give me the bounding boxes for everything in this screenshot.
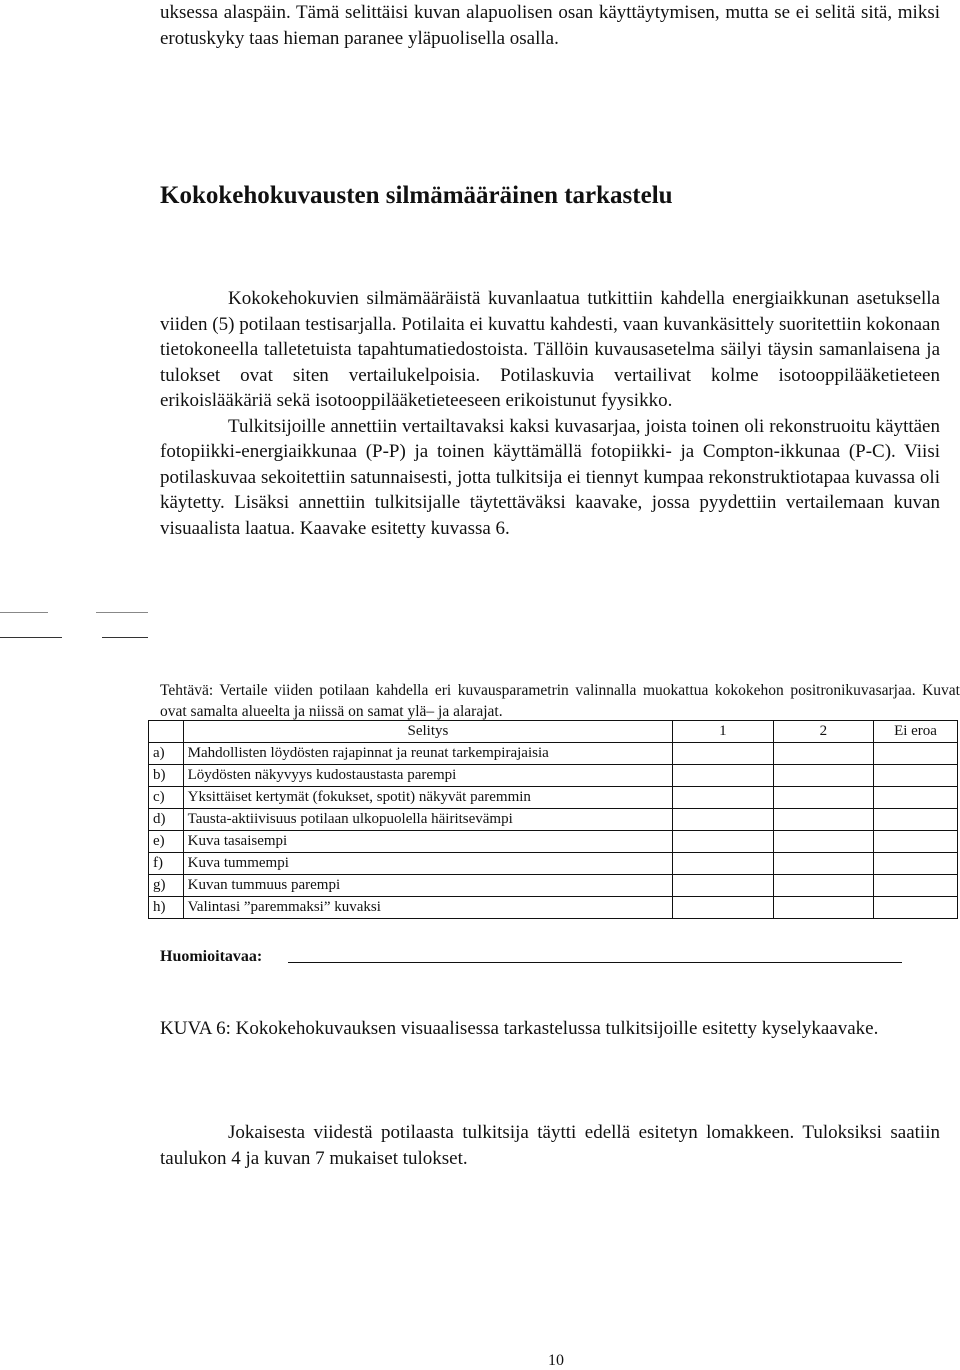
answer-cell-2[interactable] [773,743,873,765]
table-row [149,897,958,919]
intro-paragraph: uksessa alaspäin. Tämä selittäisi kuvan alapuolisen osan käyttäytymisen, mutta se ei selitä sitä, miksi erotuskyky taas hieman paranee yläpuolisella osalla. [160,2,940,49]
answer-cell-1[interactable] [673,809,773,831]
row-description: Kuvan tummuus parempi [183,875,673,897]
table-row [149,787,958,809]
answer-cell-2[interactable] [773,875,873,897]
page-number: 10 [548,1352,564,1369]
figure-caption: KUVA 6: Kokokehokuvauksen visuaalisessa tarkastelussa tulkitsijoille esitetty kyselykaavake. [160,1018,879,1039]
row-description: Löydösten näkyvyys kudostaustasta parempi [183,765,673,787]
answer-cell-no-difference[interactable] [874,787,958,809]
header-option-2: 2 [773,721,873,743]
answer-cell-2[interactable] [773,809,873,831]
answer-cell-1[interactable] [673,765,773,787]
table-row [149,743,958,765]
header-empty-cell [149,721,184,743]
answer-cell-no-difference[interactable] [874,765,958,787]
row-letter: c) [149,787,184,809]
answer-cell-no-difference[interactable] [874,853,958,875]
answer-cell-no-difference[interactable] [874,743,958,765]
table-row [149,831,958,853]
scan-mark [102,637,148,638]
answer-cell-1[interactable] [673,853,773,875]
row-description: Tausta-aktiivisuus potilaan ulkopuolella häiritsevämpi [183,809,673,831]
row-description: Mahdollisten löydösten rajapinnat ja reunat tarkempirajaisia [183,743,673,765]
section-heading: Kokokehokuvausten silmämääräinen tarkastelu [160,182,673,209]
answer-cell-1[interactable] [673,831,773,853]
row-letter: b) [149,765,184,787]
scan-mark [0,612,48,613]
row-description: Yksittäiset kertymät (fokukset, spotit) näkyvät paremmin [183,787,673,809]
survey-form-table [148,720,958,919]
table-row [149,765,958,787]
row-letter: d) [149,809,184,831]
scan-mark [96,612,148,613]
notes-label: Huomioitavaa: [160,948,263,965]
table-row [149,809,958,831]
results-paragraph: Jokaisesta viidestä potilaasta tulkitsija täytti edellä esitetyn lomakkeen. Tuloksiksi saatiin taulukon 4 ja kuvan 7 mukaiset tulokset. [160,1122,940,1169]
answer-cell-no-difference[interactable] [874,897,958,919]
form-task-text: Tehtävä: Vertaile viiden potilaan kahdella eri kuvausparametrin valinnalla muokattua kokokehon positronikuvasarjaa. Kuvat ovat samalta alueelta ja niissä on samat ylä– ja alarajat. [160,682,960,720]
row-letter: e) [149,831,184,853]
header-no-difference: Ei eroa [874,721,958,743]
body-paragraph-1: Kokokehokuvien silmämääräistä kuvanlaatua tutkittiin kahdella energiaikkunan asetuksella viiden (5) potilaan testisarjalla. Potilaita ei kuvattu kahdesti, vaan kuvankäsittely suoritettiin kokonaan tietokoneella talletetuista tapahtumatiedostoista. Tällöin kuvausasetelma säilyi täysin samanlaisena ja tulokset ovat siten vertailukelpoisia. Potilaskuvia vertailivat kolme isotooppilääketieteen erikoislääkäriä sekä isotooppilääketieteeseen erikoistunut fyysikko. [160,288,940,411]
answer-cell-no-difference[interactable] [874,875,958,897]
answer-cell-2[interactable] [773,853,873,875]
row-letter: f) [149,853,184,875]
answer-cell-1[interactable] [673,875,773,897]
header-description: Selitys [183,721,673,743]
answer-cell-2[interactable] [773,765,873,787]
notes-input-line[interactable] [288,962,902,963]
body-paragraph-2: Tulkitsijoille annettiin vertailtavaksi kaksi kuvasarjaa, joista toinen oli rekonstruoitu käyttäen fotopiikki-energiaikkunaa (P-P) ja toinen käyttämällä fotopiikki- ja Compton-ikkunaa (P-C). Viisi potilaskuvaa sekoitettiin satunnaisesti, jotta tulkitsija ei tiennyt kumpaa rekonstruktiotapaa kuvassa oli käytetty. Lisäksi annettiin tulkitsijalle täytettäväksi kaavake, jossa pyydettiin vertailemaan kuvan visuaalista laatua. Kaavake esitetty kuvassa 6. [160,415,940,539]
row-letter: a) [149,743,184,765]
row-description: Kuva tummempi [183,853,673,875]
figure-caption-block [160,1016,940,1042]
answer-cell-2[interactable] [773,831,873,853]
answer-cell-no-difference[interactable] [874,809,958,831]
row-description: Kuva tasaisempi [183,831,673,853]
header-option-1: 1 [673,721,773,743]
table-row [149,875,958,897]
answer-cell-2[interactable] [773,787,873,809]
answer-cell-2[interactable] [773,897,873,919]
table-row [149,853,958,875]
row-letter: g) [149,875,184,897]
table-header-row [149,721,958,743]
answer-cell-1[interactable] [673,787,773,809]
answer-cell-1[interactable] [673,743,773,765]
answer-cell-1[interactable] [673,897,773,919]
results-block [160,1120,940,1171]
section-body [160,286,940,541]
scan-mark [0,637,62,638]
row-letter: h) [149,897,184,919]
row-description: Valintasi ”paremmaksi” kuvaksi [183,897,673,919]
answer-cell-no-difference[interactable] [874,831,958,853]
intro-text [160,0,940,51]
